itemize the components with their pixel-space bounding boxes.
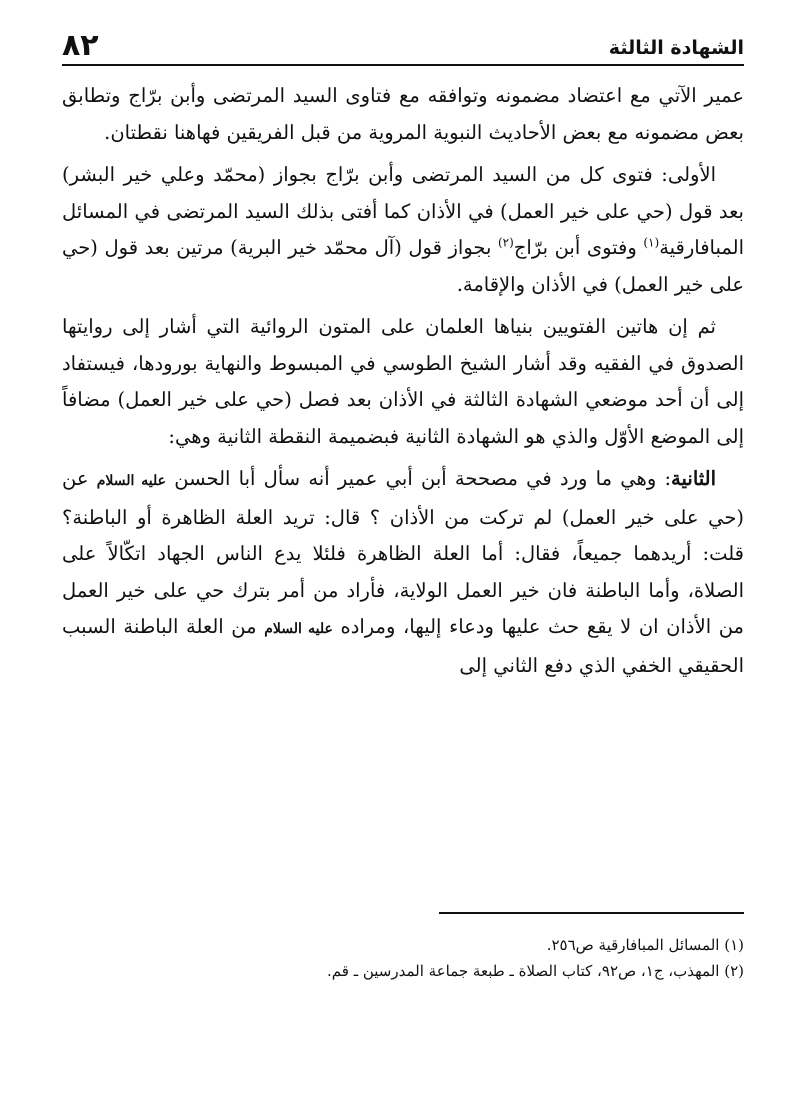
salutation-glyph: عليه السلام: [96, 473, 167, 489]
paragraph-3: ثم إن هاتين الفتويين بنياها العلمان على المتون الروائية التي أشار إلى روايتها الصدوق في الفقيه وقد أشار الشيخ الطوسي في المبسوط والنهاية بورودها، فيستفاد إلى أن أحد موضعي الشهادة الثالثة في الأذان بعد فصل (حي على خير العمل) مضافاً إلى الموضع الأوّل والذي هو الشهادة الثانية فبضميمة النقطة الثانية وهي:: [62, 315, 744, 448]
paragraph-2: [62, 157, 744, 303]
footnote-divider: [439, 912, 744, 914]
book-page: [62, 26, 744, 1076]
point-two-heading: الثانية: [671, 467, 716, 490]
footnote-2: (٢) المهذب، ج١، ص٩٢، كتاب الصلاة ـ طبعة جماعة المدرسين ـ قم.: [327, 962, 744, 980]
paragraph-1: عمير الآتي مع اعتضاد مضمونه وتوافقه مع فتاوى السيد المرتضى وأبن برّاج وتطابق بعض مضمونه مع بعض الأحاديث النبوية المروية من قبل الفريقين فهاهنا نقطتان.: [62, 84, 744, 144]
paragraph-2-part-1: الأولى: فتوى كل من السيد المرتضى وأبن برّاج بجواز (محمّد وعلي خير البشر) بعد قول (حي على خير العمل) في الأذان كما أفتى بذلك السيد المرتضى في المسائل المبافارقية: [62, 163, 744, 259]
paragraph-4-part-3: من العلة الباطنة السبب الحقيقي الخفي الذي دفع الثاني إلى: [62, 615, 744, 677]
salutation-glyph: عليه السلام: [264, 621, 333, 637]
page-header: [62, 26, 744, 66]
paragraph-4-part-2: عن (حي على خير العمل) لم تركت من الأذان ؟ قال: تريد العلة الظاهرة أو الباطنة؟ قلت: أريدهما جميعاً، فقال: أما العلة الظاهرة فلئلا يدع الناس الجهاد اتكّالاً على الصلاة، وأما الباطنة فان خير العمل الولاية، فأراد من أمر بترك حي على خير العمل من الأذان ان لا يقع حث عليها ودعاء إليها، ومراده: [62, 467, 745, 638]
running-title: الشهادة الثالثة: [608, 37, 744, 59]
footnote-ref-1[interactable]: (١): [643, 235, 660, 250]
body-text: [62, 78, 744, 684]
paragraph-4: [62, 461, 744, 684]
paragraph-2-part-2: وفتوى أبن برّاج: [513, 236, 644, 259]
footnote-ref-2[interactable]: (٢): [497, 235, 514, 250]
page-number: ٨٢: [62, 28, 99, 63]
paragraph-2-part-3: بجواز قول (آل محمّد خير البرية) مرتين بعد قول (حي على خير العمل) في الأذان والإقامة.: [62, 236, 744, 296]
paragraph-4-part-1: : وهي ما ورد في مصححة أبن أبي عمير أنه سأل أبا الحسن: [166, 467, 672, 490]
footnote-1: (١) المسائل المبافارقية ص٢٥٦.: [546, 936, 744, 954]
footnotes: [62, 932, 744, 984]
